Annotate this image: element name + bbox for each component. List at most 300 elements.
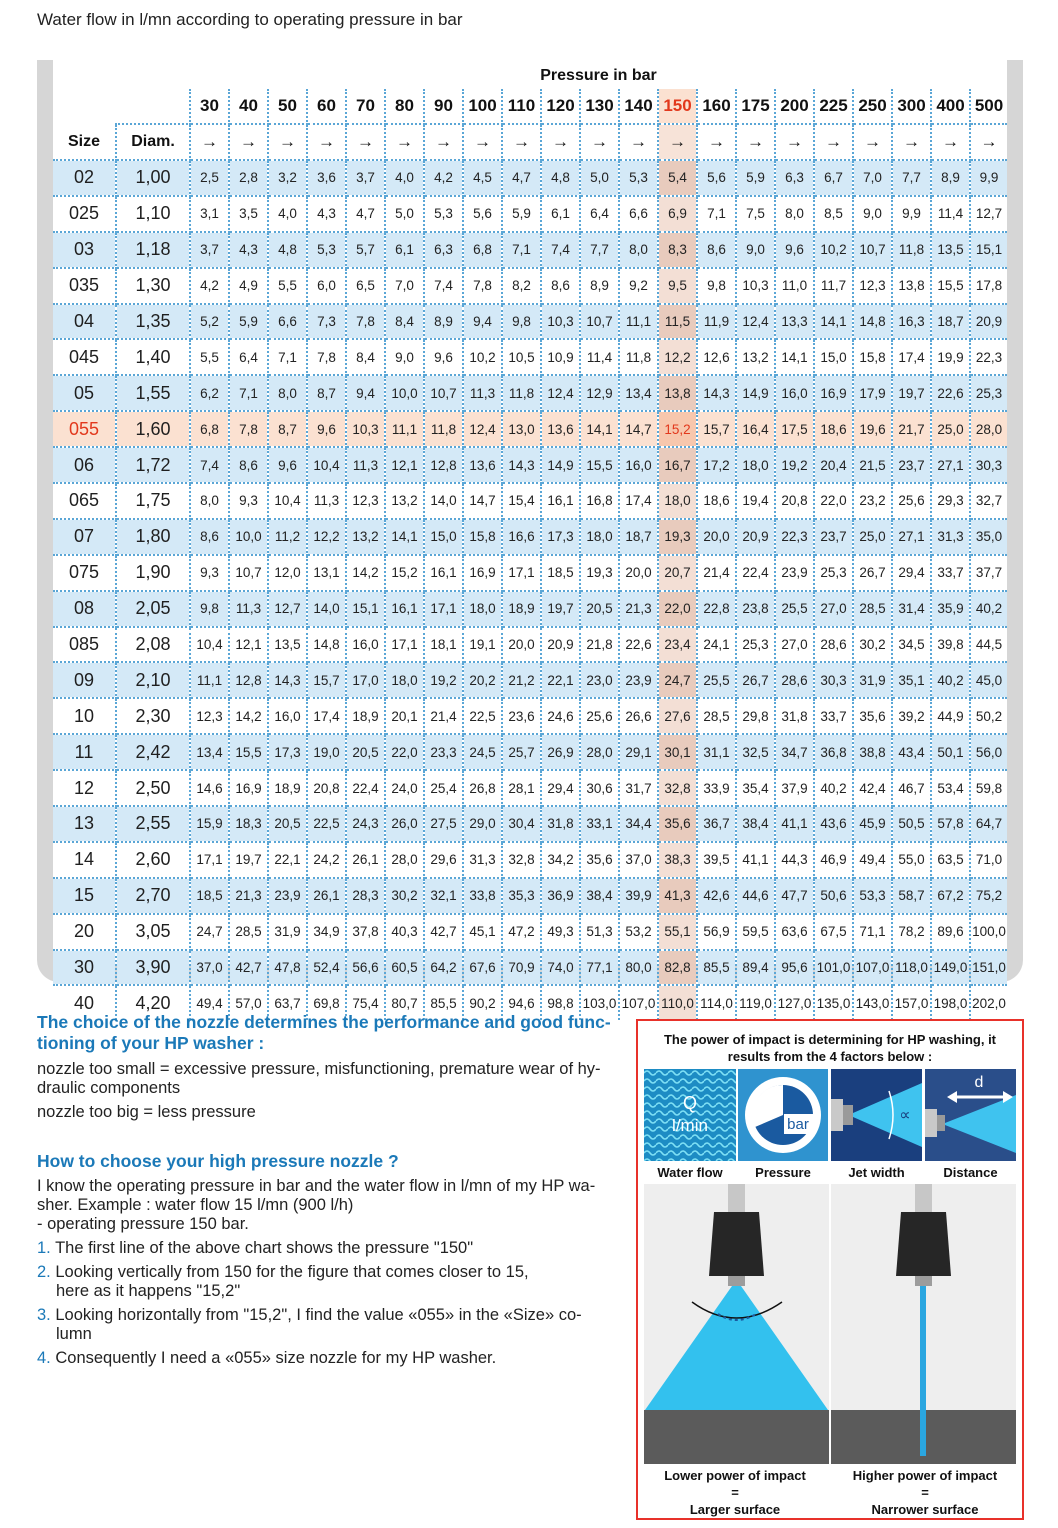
flow-value-cell: 41,1 xyxy=(775,806,814,842)
narrow-caption-line-1: Higher power of impact xyxy=(852,1468,998,1483)
flow-value-cell: 20,9 xyxy=(541,627,580,663)
flow-value-cell: 12,9 xyxy=(580,375,619,411)
diam-cell: 1,55 xyxy=(116,375,190,411)
flow-value-cell: 34,9 xyxy=(307,914,346,950)
size-cell: 03 xyxy=(53,232,116,268)
flow-value-cell: 157,0 xyxy=(892,985,931,1020)
flow-value-cell: 21,8 xyxy=(580,627,619,663)
flow-value-cell: 9,3 xyxy=(229,483,268,519)
howto-step-2 xyxy=(37,1263,595,1282)
flow-value-cell: 33,1 xyxy=(580,806,619,842)
flow-value-cell: 8,0 xyxy=(190,483,229,519)
choice-small-line-2: draulic components xyxy=(37,1079,181,1097)
flow-value-cell: 17,0 xyxy=(346,662,385,698)
flow-value-cell: 3,7 xyxy=(190,232,229,268)
table-row xyxy=(53,196,1007,232)
flow-value-cell: 25,6 xyxy=(892,483,931,519)
flow-value-cell: 25,3 xyxy=(814,555,853,591)
arrow-right-icon: → xyxy=(268,124,307,160)
flow-value-cell: 15,7 xyxy=(307,662,346,698)
flow-value-cell: 17,3 xyxy=(268,734,307,770)
flow-value-cell: 110,0 xyxy=(658,985,697,1020)
pressure-header-cell: 110 xyxy=(502,89,541,124)
step-text: Consequently I need a «055» size nozzle for my HP washer. xyxy=(55,1349,497,1367)
diam-cell: 1,10 xyxy=(116,196,190,232)
flow-value-cell: 5,5 xyxy=(268,268,307,304)
flow-value-cell: 16,1 xyxy=(541,483,580,519)
flow-value-cell: 20,8 xyxy=(775,483,814,519)
pressure-header-cell: 250 xyxy=(853,89,892,124)
flow-value-cell: 8,6 xyxy=(190,519,229,555)
howto-step-3 xyxy=(37,1306,595,1325)
flow-value-cell: 25,3 xyxy=(736,627,775,663)
flow-value-cell: 22,0 xyxy=(814,483,853,519)
size-cell: 075 xyxy=(53,555,116,591)
table-row xyxy=(53,304,1007,340)
flow-value-cell: 14,8 xyxy=(853,304,892,340)
flow-value-cell: 24,7 xyxy=(190,914,229,950)
flow-value-cell: 75,4 xyxy=(346,985,385,1020)
flow-value-cell: 19,0 xyxy=(307,734,346,770)
flow-value-cell: 36,8 xyxy=(814,734,853,770)
flow-value-cell: 13,2 xyxy=(736,339,775,375)
flow-value-cell: 18,1 xyxy=(424,627,463,663)
flow-value-cell: 56,6 xyxy=(346,950,385,986)
flow-value-cell: 5,7 xyxy=(346,232,385,268)
arrow-right-icon: → xyxy=(424,124,463,160)
flow-value-cell: 35,0 xyxy=(970,519,1007,555)
flow-value-cell: 7,4 xyxy=(424,268,463,304)
flow-value-cell: 17,4 xyxy=(892,339,931,375)
flow-value-cell: 18,9 xyxy=(502,591,541,627)
flow-value-cell: 28,0 xyxy=(385,842,424,878)
flow-value-cell: 40,2 xyxy=(931,662,970,698)
flow-value-cell: 11,8 xyxy=(619,339,658,375)
flow-value-cell: 50,5 xyxy=(892,806,931,842)
flow-value-cell: 22,0 xyxy=(658,591,697,627)
size-cell: 30 xyxy=(53,950,116,986)
table-row xyxy=(53,160,1007,196)
flow-value-cell: 23,7 xyxy=(814,519,853,555)
flow-value-cell: 45,0 xyxy=(970,662,1007,698)
flow-value-cell: 23,9 xyxy=(775,555,814,591)
flow-value-cell: 12,0 xyxy=(268,555,307,591)
flow-value-cell: 23,7 xyxy=(892,447,931,483)
flow-value-cell: 9,0 xyxy=(736,232,775,268)
flow-table-frame xyxy=(37,60,1023,1013)
flow-value-cell: 29,4 xyxy=(541,770,580,806)
flow-value-cell: 39,9 xyxy=(619,878,658,914)
flow-value-cell: 20,8 xyxy=(307,770,346,806)
diam-cell: 2,50 xyxy=(116,770,190,806)
flow-value-cell: 5,5 xyxy=(190,339,229,375)
arrow-right-icon: → xyxy=(658,124,697,160)
flow-value-cell: 14,0 xyxy=(307,591,346,627)
flow-value-cell: 100,0 xyxy=(970,914,1007,950)
pressure-header-cell: 130 xyxy=(580,89,619,124)
flow-value-cell: 14,3 xyxy=(502,447,541,483)
pressure-header-cell: 140 xyxy=(619,89,658,124)
flow-value-cell: 4,7 xyxy=(346,196,385,232)
flow-value-cell: 67,6 xyxy=(463,950,502,986)
flow-value-cell: 10,4 xyxy=(190,627,229,663)
flow-value-cell: 19,7 xyxy=(229,842,268,878)
flow-value-cell: 8,6 xyxy=(541,268,580,304)
flow-value-cell: 20,5 xyxy=(580,591,619,627)
flow-value-cell: 14,9 xyxy=(736,375,775,411)
flow-value-cell: 10,2 xyxy=(814,232,853,268)
flow-value-cell: 26,8 xyxy=(463,770,502,806)
flow-value-cell: 202,0 xyxy=(970,985,1007,1020)
flow-value-cell: 24,2 xyxy=(307,842,346,878)
flow-value-cell: 22,3 xyxy=(775,519,814,555)
choice-small-line-1: nozzle too small = excessive pressure, misfunctioning, premature wear of hy- xyxy=(37,1060,601,1078)
water-flow-icon xyxy=(644,1069,736,1161)
flow-value-cell: 19,3 xyxy=(580,555,619,591)
flow-value-cell: 49,4 xyxy=(853,842,892,878)
flow-value-cell: 59,5 xyxy=(736,914,775,950)
flow-value-cell: 3,7 xyxy=(346,160,385,196)
flow-value-cell: 10,4 xyxy=(307,447,346,483)
narrow-jet-illustration xyxy=(831,1184,1016,1464)
flow-value-cell: 12,2 xyxy=(658,339,697,375)
flow-value-cell: 9,6 xyxy=(268,447,307,483)
flow-value-cell: 14,1 xyxy=(814,304,853,340)
flow-value-cell: 18,0 xyxy=(463,591,502,627)
flow-value-cell: 6,2 xyxy=(190,375,229,411)
flow-value-cell: 38,4 xyxy=(736,806,775,842)
flow-value-cell: 143,0 xyxy=(853,985,892,1020)
flow-value-cell: 24,5 xyxy=(463,734,502,770)
pressure-header-cell: 70 xyxy=(346,89,385,124)
flow-value-cell: 95,6 xyxy=(775,950,814,986)
flow-value-cell: 5,3 xyxy=(619,160,658,196)
flow-value-cell: 37,0 xyxy=(619,842,658,878)
flow-value-cell: 21,4 xyxy=(424,698,463,734)
flow-value-cell: 26,1 xyxy=(307,878,346,914)
flow-value-cell: 18,5 xyxy=(541,555,580,591)
flow-value-cell: 35,9 xyxy=(931,591,970,627)
flow-value-cell: 28,0 xyxy=(580,734,619,770)
flow-value-cell: 30,1 xyxy=(658,734,697,770)
flow-value-cell: 52,4 xyxy=(307,950,346,986)
flow-value-cell: 19,2 xyxy=(424,662,463,698)
flow-value-cell: 23,3 xyxy=(424,734,463,770)
flow-value-cell: 43,4 xyxy=(892,734,931,770)
flow-value-cell: 8,4 xyxy=(346,339,385,375)
pressure-header-cell: 300 xyxy=(892,89,931,124)
flow-value-cell: 4,0 xyxy=(268,196,307,232)
flow-value-cell: 8,9 xyxy=(931,160,970,196)
flow-value-cell: 22,6 xyxy=(619,627,658,663)
flow-value-cell: 47,7 xyxy=(775,878,814,914)
flow-value-cell: 28,5 xyxy=(229,914,268,950)
flow-value-cell: 13,3 xyxy=(775,304,814,340)
flow-unit-label: l/min xyxy=(672,1116,708,1135)
flow-value-cell: 14,1 xyxy=(775,339,814,375)
flow-value-cell: 14,7 xyxy=(463,483,502,519)
flow-value-cell: 12,8 xyxy=(229,662,268,698)
flow-value-cell: 98,8 xyxy=(541,985,580,1020)
flow-value-cell: 28,6 xyxy=(775,662,814,698)
flow-value-cell: 33,8 xyxy=(463,878,502,914)
arrow-right-icon: → xyxy=(541,124,580,160)
flow-value-cell: 30,3 xyxy=(814,662,853,698)
howto-intro-line-3: - operating pressure 150 bar. xyxy=(37,1215,249,1233)
flow-value-cell: 22,1 xyxy=(541,662,580,698)
table-row xyxy=(53,770,1007,806)
arrow-right-icon: → xyxy=(697,124,736,160)
flow-value-cell: 34,7 xyxy=(775,734,814,770)
flow-value-cell: 16,3 xyxy=(892,304,931,340)
flow-value-cell: 8,0 xyxy=(775,196,814,232)
flow-value-cell: 29,3 xyxy=(931,483,970,519)
flow-value-cell: 28,6 xyxy=(814,627,853,663)
size-cell: 40 xyxy=(53,985,116,1020)
flow-value-cell: 7,8 xyxy=(229,411,268,447)
flow-value-cell: 70,9 xyxy=(502,950,541,986)
size-cell: 035 xyxy=(53,268,116,304)
flow-value-cell: 3,5 xyxy=(229,196,268,232)
flow-value-cell: 9,6 xyxy=(775,232,814,268)
flow-value-cell: 10,4 xyxy=(268,483,307,519)
flow-value-cell: 30,3 xyxy=(970,447,1007,483)
flow-value-cell: 25,0 xyxy=(931,411,970,447)
flow-value-cell: 28,5 xyxy=(697,698,736,734)
flow-value-cell: 13,4 xyxy=(619,375,658,411)
flow-value-cell: 16,9 xyxy=(229,770,268,806)
table-row xyxy=(53,483,1007,519)
flow-value-cell: 37,9 xyxy=(775,770,814,806)
flow-value-cell: 14,2 xyxy=(346,555,385,591)
header-blank xyxy=(116,89,190,124)
flow-value-cell: 67,5 xyxy=(814,914,853,950)
flow-value-cell: 36,9 xyxy=(541,878,580,914)
flow-value-cell: 17,1 xyxy=(385,627,424,663)
flow-value-cell: 18,5 xyxy=(190,878,229,914)
pressure-header-cell: 160 xyxy=(697,89,736,124)
flow-value-cell: 13,1 xyxy=(307,555,346,591)
flow-value-cell: 20,0 xyxy=(697,519,736,555)
flow-value-cell: 25,0 xyxy=(853,519,892,555)
flow-value-cell: 6,3 xyxy=(424,232,463,268)
factor-label-pressure: Pressure xyxy=(755,1165,811,1180)
arrow-right-icon: → xyxy=(190,124,229,160)
flow-value-cell: 9,4 xyxy=(346,375,385,411)
flow-value-cell: 10,7 xyxy=(853,232,892,268)
flow-value-cell: 11,8 xyxy=(424,411,463,447)
flow-value-cell: 16,9 xyxy=(814,375,853,411)
flow-value-cell: 28,3 xyxy=(346,878,385,914)
flow-value-cell: 18,3 xyxy=(229,806,268,842)
flow-value-cell: 44,5 xyxy=(970,627,1007,663)
step-number: 4. xyxy=(37,1349,51,1367)
jet-angle-symbol: ∝ xyxy=(899,1107,911,1124)
flow-value-cell: 17,9 xyxy=(853,375,892,411)
diam-cell: 2,42 xyxy=(116,734,190,770)
size-cell: 20 xyxy=(53,914,116,950)
flow-value-cell: 15,5 xyxy=(580,447,619,483)
flow-value-cell: 101,0 xyxy=(814,950,853,986)
size-cell: 02 xyxy=(53,160,116,196)
flow-value-cell: 89,4 xyxy=(736,950,775,986)
flow-value-cell: 12,8 xyxy=(424,447,463,483)
flow-value-cell: 7,1 xyxy=(229,375,268,411)
flow-value-cell: 149,0 xyxy=(931,950,970,986)
flow-value-cell: 26,7 xyxy=(736,662,775,698)
flow-value-cell: 39,8 xyxy=(931,627,970,663)
flow-value-cell: 9,9 xyxy=(970,160,1007,196)
flow-value-cell: 17,3 xyxy=(541,519,580,555)
flow-value-cell: 12,4 xyxy=(541,375,580,411)
flow-value-cell: 26,9 xyxy=(541,734,580,770)
flow-value-cell: 6,7 xyxy=(814,160,853,196)
flow-value-cell: 5,2 xyxy=(190,304,229,340)
column-label-row xyxy=(53,124,1007,160)
diam-cell: 2,30 xyxy=(116,698,190,734)
factor-label-water-flow: Water flow xyxy=(657,1165,723,1180)
flow-value-cell: 35,4 xyxy=(736,770,775,806)
flow-value-cell: 19,7 xyxy=(541,591,580,627)
flow-value-cell: 11,4 xyxy=(931,196,970,232)
flow-value-cell: 3,6 xyxy=(307,160,346,196)
flow-value-cell: 31,3 xyxy=(463,842,502,878)
table-row xyxy=(53,411,1007,447)
flow-value-cell: 29,1 xyxy=(619,734,658,770)
flow-value-cell: 13,8 xyxy=(892,268,931,304)
flow-value-cell: 20,0 xyxy=(619,555,658,591)
flow-value-cell: 10,5 xyxy=(502,339,541,375)
flow-value-cell: 14,1 xyxy=(385,519,424,555)
flow-value-cell: 29,8 xyxy=(736,698,775,734)
arrow-right-icon: → xyxy=(775,124,814,160)
flow-value-cell: 35,1 xyxy=(892,662,931,698)
flow-value-cell: 46,9 xyxy=(814,842,853,878)
arrow-right-icon: → xyxy=(229,124,268,160)
flow-value-cell: 17,1 xyxy=(502,555,541,591)
flow-value-cell: 6,1 xyxy=(541,196,580,232)
flow-value-cell: 107,0 xyxy=(619,985,658,1020)
flow-value-cell: 16,1 xyxy=(385,591,424,627)
flow-value-cell: 85,5 xyxy=(697,950,736,986)
flow-value-cell: 21,3 xyxy=(229,878,268,914)
flow-value-cell: 8,7 xyxy=(268,411,307,447)
flow-value-cell: 107,0 xyxy=(853,950,892,986)
flow-value-cell: 9,8 xyxy=(697,268,736,304)
flow-value-cell: 37,8 xyxy=(346,914,385,950)
flow-value-cell: 25,7 xyxy=(502,734,541,770)
flow-value-cell: 26,0 xyxy=(385,806,424,842)
flow-value-cell: 22,4 xyxy=(346,770,385,806)
flow-value-cell: 18,6 xyxy=(814,411,853,447)
flow-value-cell: 5,0 xyxy=(580,160,619,196)
flow-value-cell: 9,6 xyxy=(307,411,346,447)
flow-value-cell: 7,8 xyxy=(346,304,385,340)
flow-value-cell: 29,4 xyxy=(892,555,931,591)
flow-value-cell: 25,3 xyxy=(970,375,1007,411)
flow-value-cell: 11,2 xyxy=(268,519,307,555)
flow-value-cell: 40,2 xyxy=(814,770,853,806)
flow-table xyxy=(53,89,1007,1020)
flow-value-cell: 12,6 xyxy=(697,339,736,375)
flow-value-cell: 15,1 xyxy=(346,591,385,627)
flow-value-cell: 44,3 xyxy=(775,842,814,878)
flow-value-cell: 6,3 xyxy=(775,160,814,196)
flow-value-cell: 31,8 xyxy=(541,806,580,842)
impact-panel xyxy=(636,1019,1024,1520)
size-column-header: Size xyxy=(53,124,116,160)
flow-value-cell: 64,2 xyxy=(424,950,463,986)
flow-value-cell: 5,9 xyxy=(736,160,775,196)
flow-value-cell: 12,1 xyxy=(229,627,268,663)
flow-value-cell: 11,9 xyxy=(697,304,736,340)
flow-value-cell: 39,5 xyxy=(697,842,736,878)
howto-step-2-cont: here as it happens "15,2" xyxy=(56,1282,241,1300)
flow-value-cell: 23,9 xyxy=(619,662,658,698)
flow-value-cell: 19,6 xyxy=(853,411,892,447)
factor-label-distance: Distance xyxy=(943,1165,998,1180)
flow-value-cell: 15,2 xyxy=(385,555,424,591)
size-cell: 13 xyxy=(53,806,116,842)
diam-cell: 1,30 xyxy=(116,268,190,304)
flow-value-cell: 26,6 xyxy=(619,698,658,734)
flow-value-cell: 17,1 xyxy=(190,842,229,878)
size-cell: 08 xyxy=(53,591,116,627)
arrow-right-icon: → xyxy=(307,124,346,160)
flow-value-cell: 24,6 xyxy=(541,698,580,734)
flow-value-cell: 23,8 xyxy=(736,591,775,627)
flow-value-cell: 42,7 xyxy=(229,950,268,986)
flow-value-cell: 63,7 xyxy=(268,985,307,1020)
arrow-right-icon: → xyxy=(814,124,853,160)
flow-value-cell: 15,5 xyxy=(229,734,268,770)
pressure-header-cell: 40 xyxy=(229,89,268,124)
flow-value-cell: 32,1 xyxy=(424,878,463,914)
flow-value-cell: 11,1 xyxy=(385,411,424,447)
diam-cell: 1,35 xyxy=(116,304,190,340)
flow-value-cell: 19,7 xyxy=(892,375,931,411)
flow-value-cell: 20,9 xyxy=(736,519,775,555)
flow-value-cell: 16,7 xyxy=(658,447,697,483)
size-cell: 14 xyxy=(53,842,116,878)
flow-value-cell: 25,4 xyxy=(424,770,463,806)
table-row xyxy=(53,339,1007,375)
diam-cell: 1,60 xyxy=(116,411,190,447)
flow-value-cell: 16,0 xyxy=(619,447,658,483)
flow-value-cell: 10,7 xyxy=(424,375,463,411)
flow-value-cell: 2,5 xyxy=(190,160,229,196)
flow-value-cell: 22,3 xyxy=(970,339,1007,375)
arrow-right-icon: → xyxy=(463,124,502,160)
flow-value-cell: 31,4 xyxy=(892,591,931,627)
flow-value-cell: 29,6 xyxy=(424,842,463,878)
pressure-header-cell: 80 xyxy=(385,89,424,124)
flow-value-cell: 12,1 xyxy=(385,447,424,483)
flow-value-cell: 63,5 xyxy=(931,842,970,878)
flow-value-cell: 9,9 xyxy=(892,196,931,232)
flow-value-cell: 14,0 xyxy=(424,483,463,519)
flow-value-cell: 34,4 xyxy=(619,806,658,842)
flow-value-cell: 8,2 xyxy=(502,268,541,304)
flow-value-cell: 5,3 xyxy=(424,196,463,232)
flow-value-cell: 5,6 xyxy=(463,196,502,232)
size-cell: 04 xyxy=(53,304,116,340)
flow-value-cell: 20,9 xyxy=(970,304,1007,340)
flow-value-cell: 2,8 xyxy=(229,160,268,196)
flow-value-cell: 11,3 xyxy=(346,447,385,483)
flow-value-cell: 53,2 xyxy=(619,914,658,950)
flow-value-cell: 55,1 xyxy=(658,914,697,950)
